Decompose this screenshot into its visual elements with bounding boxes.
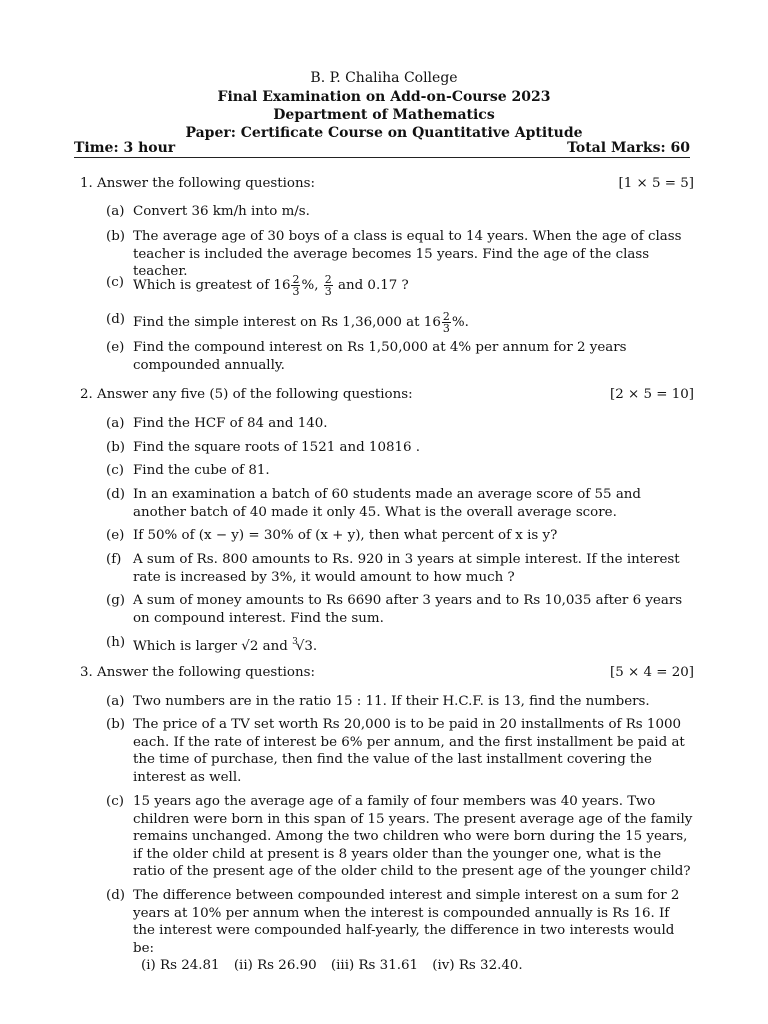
item-label: (b)	[106, 717, 126, 732]
denominator: 3	[292, 285, 300, 298]
square-root: √2	[241, 639, 259, 654]
text-part: %,	[301, 278, 319, 293]
item-label: (f)	[106, 552, 122, 567]
item-text: Find the cube of 81.	[133, 463, 270, 478]
item-label: (a)	[106, 416, 125, 431]
item-text: The price of a TV set worth Rs 20,000 is to be paid in 20 installments of Rs 1000 each. If the rate of interest be 6% per annum, and the first installment be paid at the time of purchase, then find the value of the last installment covering the interest as well.	[133, 717, 685, 785]
question-label: 2. Answer any five (5) of the following questions:	[80, 387, 413, 402]
item-text: If 50% of (x − y) = 30% of (x + y), then what percent of x is y?	[133, 528, 558, 543]
question-label: 3. Answer the following questions:	[80, 665, 315, 680]
text-part: and 0.17 ?	[338, 278, 409, 293]
item-text: In an examination a batch of 60 students made an average score of 55 and another batch of 40 made it only 45. What is the overall average score.	[133, 487, 641, 520]
item-label: (e)	[106, 340, 125, 355]
item-label: (d)	[106, 487, 126, 502]
item-label: (c)	[106, 463, 124, 478]
item-text	[133, 311, 695, 334]
text-part: .	[312, 639, 318, 654]
item-text: A sum of money amounts to Rs 6690 after 3 years and to Rs 10,035 after 6 years on compound interest. Find the sum.	[133, 593, 683, 626]
text-part: Find the simple interest on Rs 1,36,000 at 16	[133, 315, 441, 330]
item-text: 15 years ago the average age of a family of four members was 40 years. Two children were born in this span of 15 years. The present average age of the family remains unchanged. Among the two children who were born during the 15 years, if the older child at present is 8 years older than the younger one, what is the ratio of the present age of the older child to the present age of the younger child?	[133, 794, 693, 880]
item-label: (c)	[106, 275, 124, 290]
numerator: 2	[324, 273, 332, 286]
text-part: %.	[451, 315, 469, 330]
exam-title: Final Examination on Add-on-Course 2023	[217, 89, 551, 105]
item-label: (a)	[106, 694, 125, 709]
text-part: Which is greatest of 16	[133, 278, 291, 293]
cube-root: √3	[295, 639, 313, 654]
item-text: Two numbers are in the ratio 15 : 11. If their H.C.F. is 13, find the numbers.	[133, 694, 650, 709]
answer-options	[133, 957, 695, 975]
item-text	[133, 274, 695, 297]
paper-title: Paper: Certificate Course on Quantitative Aptitude	[185, 125, 583, 141]
item-label: (h)	[106, 635, 126, 650]
exam-time: Time: 3 hour	[74, 140, 176, 156]
exam-meta-row	[74, 140, 690, 158]
question-label: 1. Answer the following questions:	[80, 176, 315, 191]
numerator: 2	[442, 310, 450, 323]
question-3-heading	[80, 664, 694, 681]
item-label: (d)	[106, 312, 126, 327]
text-part: Which is larger	[133, 639, 238, 654]
fraction	[291, 274, 300, 297]
item-text: Find the HCF of 84 and 140.	[133, 416, 328, 431]
question-marks: [2 × 5 = 10]	[610, 387, 694, 402]
item-label: (b)	[106, 440, 126, 455]
option: (iii) Rs 31.61	[330, 958, 419, 974]
item-text: A sum of Rs. 800 amounts to Rs. 920 in 3 years at simple interest. If the interest rate is increased by 3%, it would amount to how much ?	[133, 552, 680, 585]
root-index: 3	[292, 637, 298, 647]
item-label: (b)	[106, 229, 126, 244]
item-text: The average age of 30 boys of a class is equal to 14 years. When the age of class teacher is included the average becomes 15 years. Find the age of the class teacher.	[133, 229, 682, 280]
item-text: Convert 36 km/h into m/s.	[133, 204, 310, 219]
option: (ii) Rs 26.90	[233, 958, 317, 974]
item-label: (e)	[106, 528, 125, 543]
question-2-heading	[80, 386, 694, 403]
denominator: 3	[442, 322, 450, 335]
fraction	[324, 274, 333, 297]
item-label: (d)	[106, 888, 126, 903]
item-label: (a)	[106, 204, 125, 219]
college-name: B. P. Chaliha College	[310, 70, 458, 86]
item-text: Find the compound interest on Rs 1,50,000 at 4% per annum for 2 years compounded annually.	[133, 340, 627, 373]
question-1-heading	[80, 175, 694, 192]
fraction	[442, 311, 451, 334]
numerator: 2	[292, 273, 300, 286]
item-label: (g)	[106, 593, 126, 608]
item-text: Find the square roots of 1521 and 10816 .	[133, 440, 421, 455]
item-question: The difference between compounded interest and simple interest on a sum for 2 years at 10% per annum when the interest is compounded annually is Rs 16. If the interest were compounded half-yearly, the difference in two interests would be:	[133, 888, 680, 956]
option: (i) Rs 24.81	[141, 958, 220, 974]
denominator: 3	[324, 285, 332, 298]
item-label: (c)	[106, 794, 124, 809]
text-part: and	[262, 639, 288, 654]
question-marks: [5 × 4 = 20]	[610, 665, 694, 680]
department-name: Department of Mathematics	[273, 107, 495, 123]
total-marks: Total Marks: 60	[567, 140, 690, 156]
option: (iv) Rs 32.40.	[432, 958, 523, 974]
item-text	[133, 634, 695, 656]
question-marks: [1 × 5 = 5]	[618, 176, 694, 191]
item-text	[133, 887, 695, 975]
